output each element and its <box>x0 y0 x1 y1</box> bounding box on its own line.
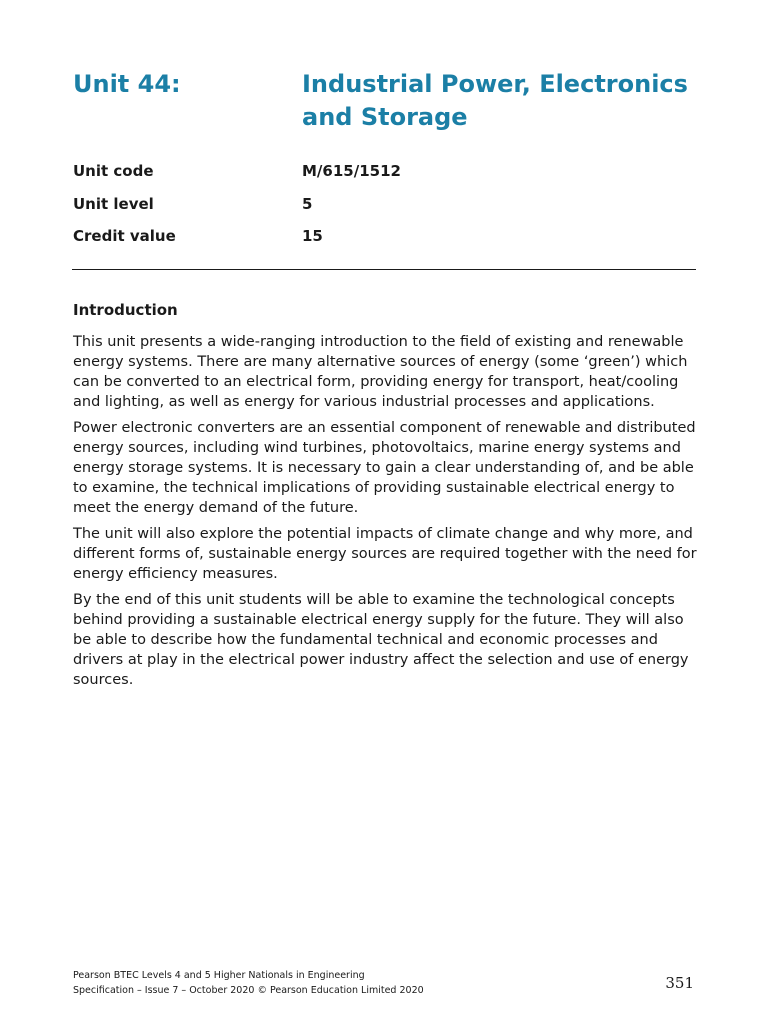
page-number: 351 <box>665 974 694 992</box>
meta-row-credit-value <box>73 225 633 258</box>
introduction-body <box>73 332 699 696</box>
meta-row-unit-code <box>73 160 633 193</box>
paragraph: This unit presents a wide-ranging introduction to the field of existing and renewable energy systems. There are many alternative sources of energy (some ‘green’) which can be converted to an electrical form, providing energy for transport, heat/cooling and lighting, as well as energy for various industrial processes and applications. <box>73 334 688 410</box>
meta-row-unit-level <box>73 193 633 226</box>
meta-value: M/615/1512 <box>302 162 401 180</box>
page-footer <box>73 968 424 998</box>
paragraph: The unit will also explore the potential impacts of climate change and why more, and different forms of, sustainable energy sources are required together with the need for energy efficiency measures. <box>73 526 697 582</box>
section-divider <box>72 269 696 270</box>
meta-value: 15 <box>302 227 323 245</box>
introduction-heading: Introduction <box>73 301 178 319</box>
meta-key: Credit value <box>73 227 176 245</box>
paragraph: Power electronic converters are an essential component of renewable and distributed energy sources, including wind turbines, photovoltaics, marine energy systems and energy storage systems. It is necessary to gain a clear understanding of, and be able to examine, the technical implications of providing sustainable electrical energy to meet the energy demand of the future. <box>73 420 696 516</box>
unit-label: Unit 44: <box>73 70 181 98</box>
footer-line: Pearson BTEC Levels 4 and 5 Higher Nationals in Engineering <box>73 970 365 981</box>
meta-key: Unit code <box>73 162 154 180</box>
paragraph: By the end of this unit students will be able to examine the technological concepts behind providing a sustainable electrical energy supply for the future. They will also be able to describe how the fundamental technical and economic processes and drivers at play in the electrical power industry affect the selection and use of energy sources. <box>73 592 689 688</box>
unit-title: Industrial Power, Electronics and Storage <box>302 70 688 131</box>
unit-meta-table <box>73 160 633 258</box>
meta-key: Unit level <box>73 194 154 213</box>
meta-value: 5 <box>302 194 313 213</box>
footer-line: Specification – Issue 7 – October 2020 © Pearson Education Limited 2020 <box>73 985 424 996</box>
